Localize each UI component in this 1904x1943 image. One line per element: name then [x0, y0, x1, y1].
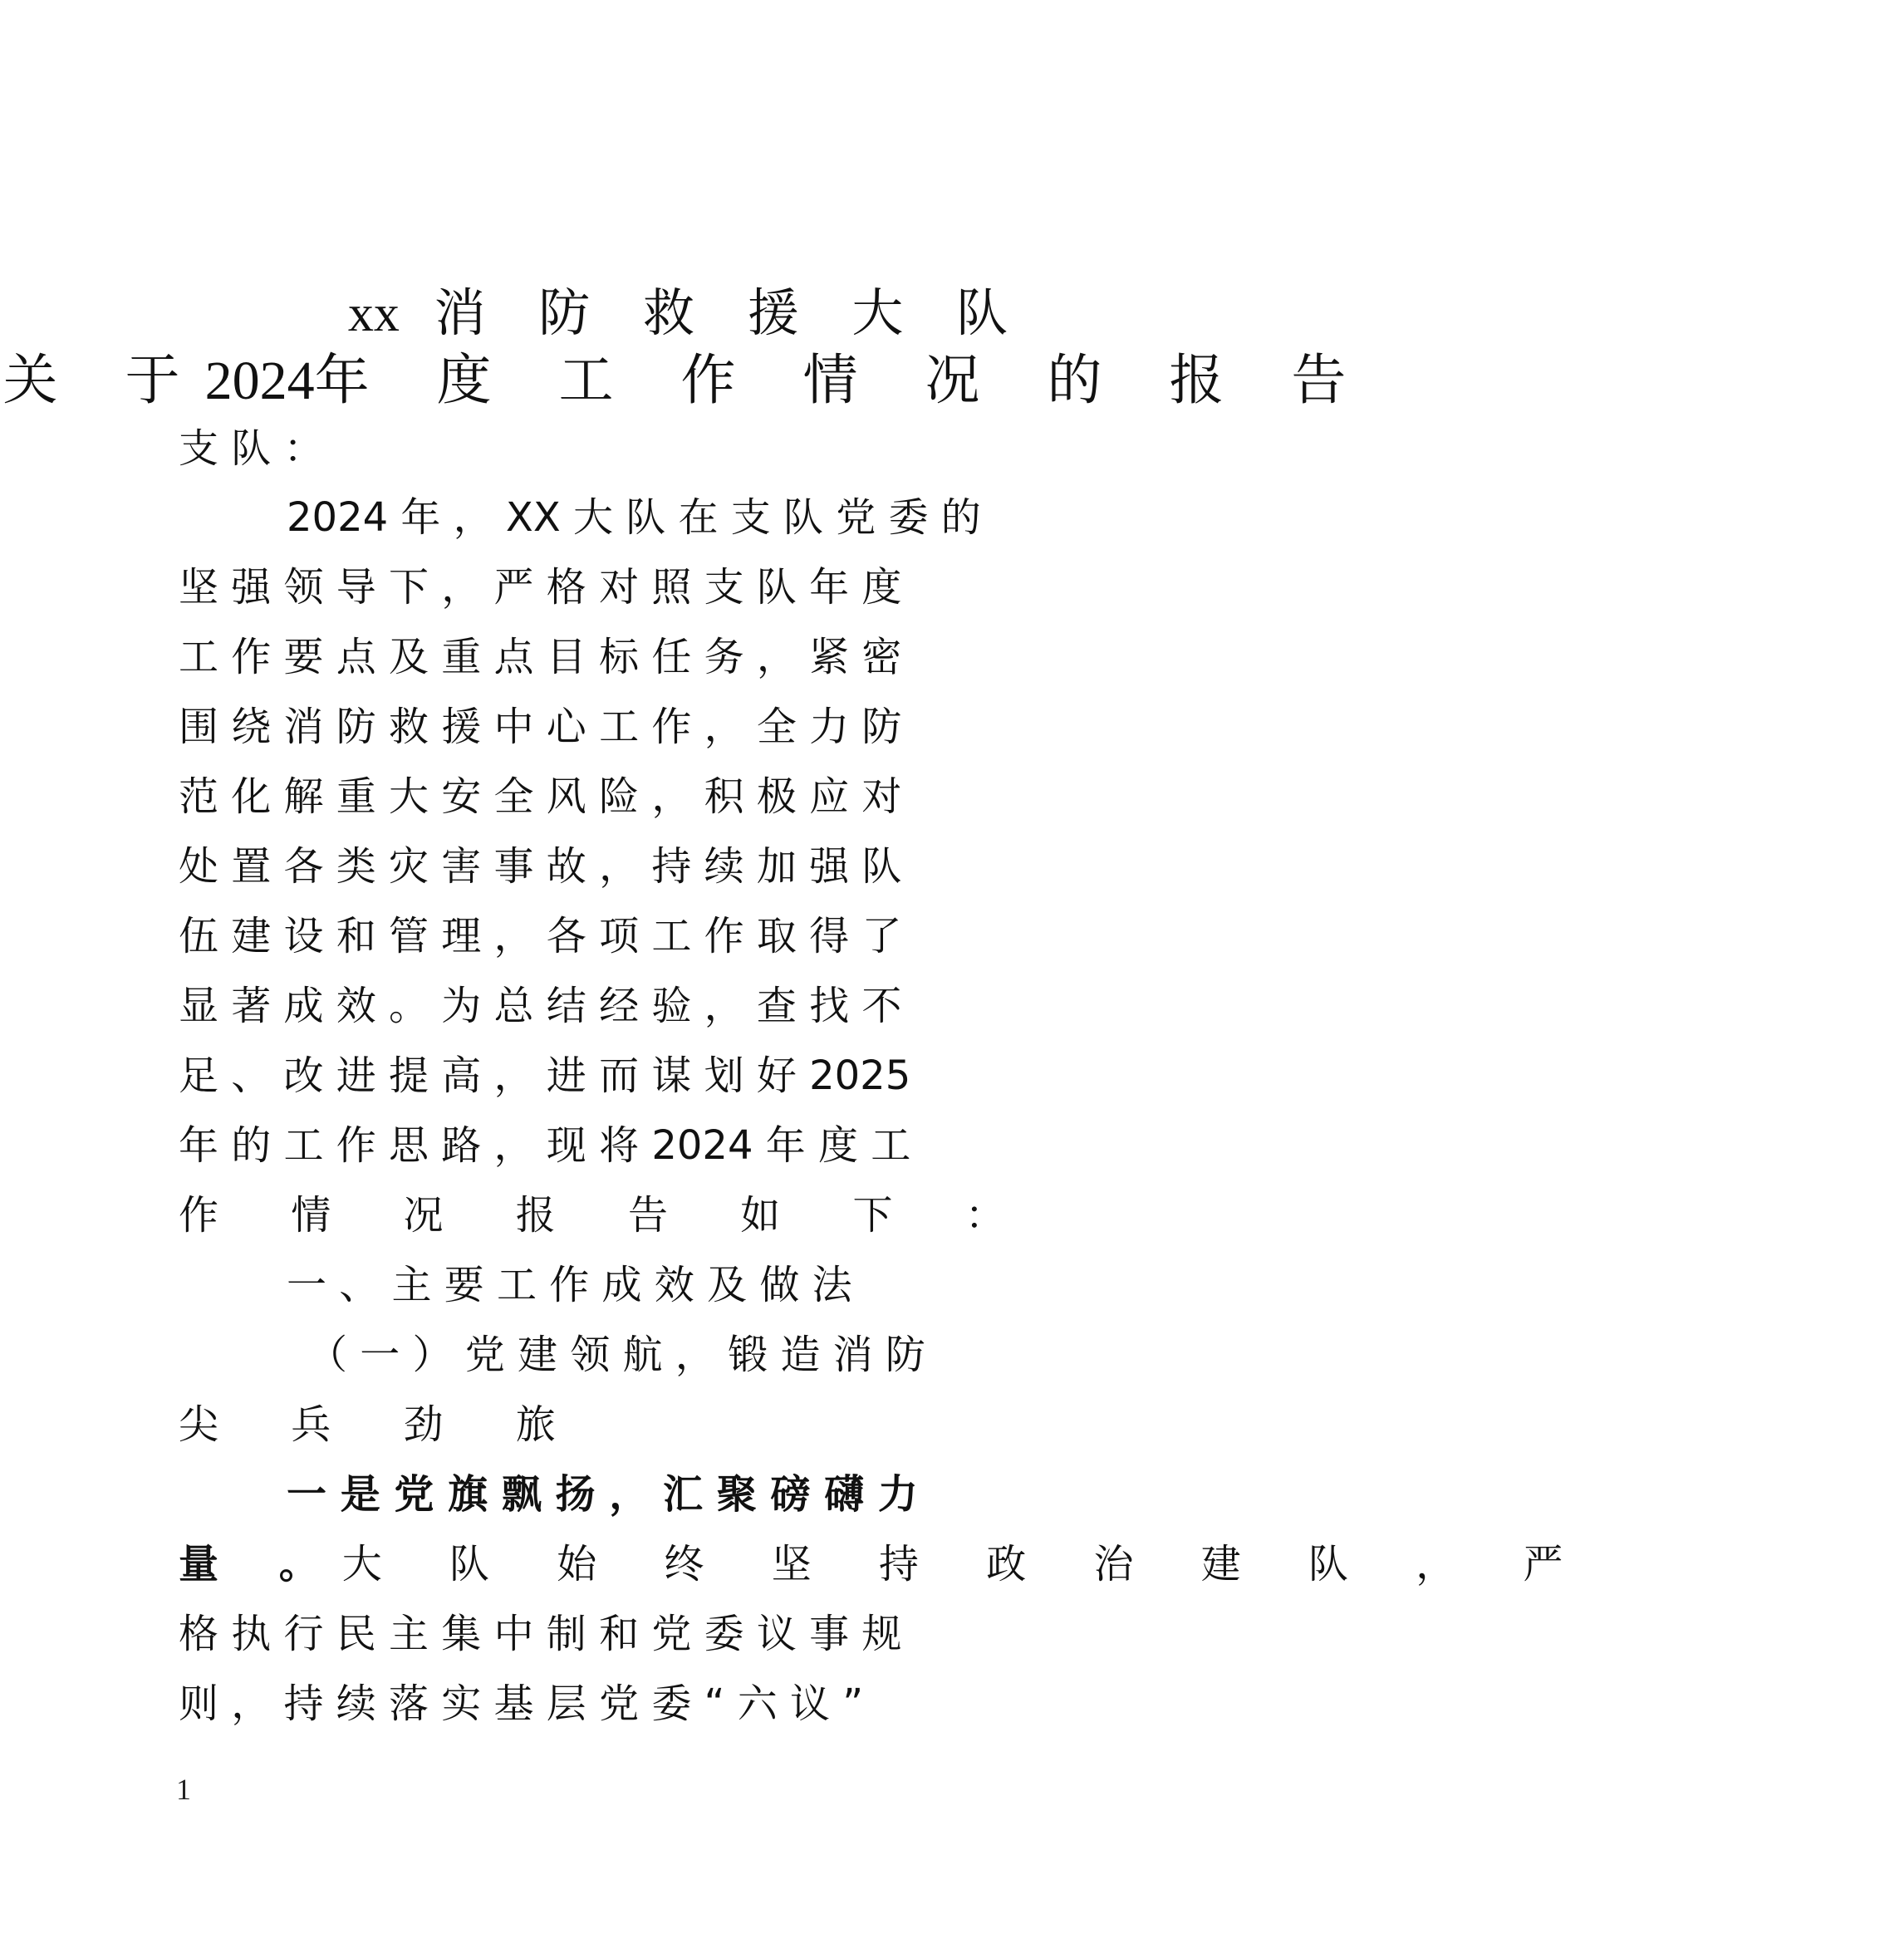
body-line: 范 化 解 重 大 安 全 风 险 ， 积 极 应 对 — [179, 773, 902, 820]
title2-year: 2024 — [204, 351, 315, 411]
body-line: 围 绕 消 防 救 援 中 心 工 作 ， 全 力 防 — [179, 704, 902, 750]
title-prefix: xx — [347, 286, 400, 342]
body-line: 足 、 改 进 提 高 ， 进 而 谋 划 好 2025 — [179, 1052, 911, 1099]
subsection-heading-cont: 尖 兵 劲 旅 — [179, 1401, 586, 1448]
point-heading-end: 量 。 — [179, 1541, 342, 1587]
document-title-line-1 — [0, 282, 1374, 345]
point-text: 大 队 始 终 坚 持 政 治 建 队 ， 严 — [341, 1541, 1591, 1587]
body-line: 作 情 况 报 告 如 下 ： — [179, 1192, 1035, 1239]
body-line: 处 置 各 类 灾 害 事 故 ， 持 续 加 强 队 — [179, 843, 902, 890]
document-title-line-2 — [0, 347, 1374, 414]
page-number: 1 — [176, 1773, 191, 1806]
body-line: 坚 强 领 导 下 ， 严 格 对 照 支 队 年 度 — [179, 564, 902, 611]
subsection-heading: （ 一 ） 党 建 领 航 ， 锻 造 消 防 — [307, 1332, 925, 1378]
title-main: 消 防 救 援 大 队 — [434, 282, 1027, 343]
title2-pre: 关 于 — [2, 348, 205, 412]
body-line: 2024 年 ， XX 大 队 在 支 队 党 委 的 — [287, 494, 981, 541]
salutation: 支 队 ： — [179, 425, 324, 472]
body-line: 工 作 要 点 及 重 点 目 标 任 务 ， 紧 密 — [179, 634, 902, 680]
body-line-mixed — [179, 1535, 1591, 1593]
body-line: 显 著 成 效 。 为 总 结 经 验 ， 查 找 不 — [179, 983, 902, 1029]
body-line: 年 的 工 作 思 路 ， 现 将 2024 年 度 工 — [179, 1122, 911, 1169]
body-line: 伍 建 设 和 管 理 ， 各 项 工 作 取 得 了 — [179, 913, 902, 959]
point-heading: 一 是 党 旗 飘 扬 ， 汇 聚 磅 礴 力 — [287, 1471, 918, 1518]
section-heading: 一 、 主 要 工 作 成 效 及 做 法 — [287, 1262, 852, 1308]
body-line: 则 ， 持 续 落 实 基 层 党 委 “ 六 议 ” — [179, 1680, 864, 1727]
title2-main: 年 度 工 作 情 况 的 报 告 — [314, 348, 1372, 412]
body-line: 格 执 行 民 主 集 中 制 和 党 委 议 事 规 — [179, 1611, 902, 1657]
